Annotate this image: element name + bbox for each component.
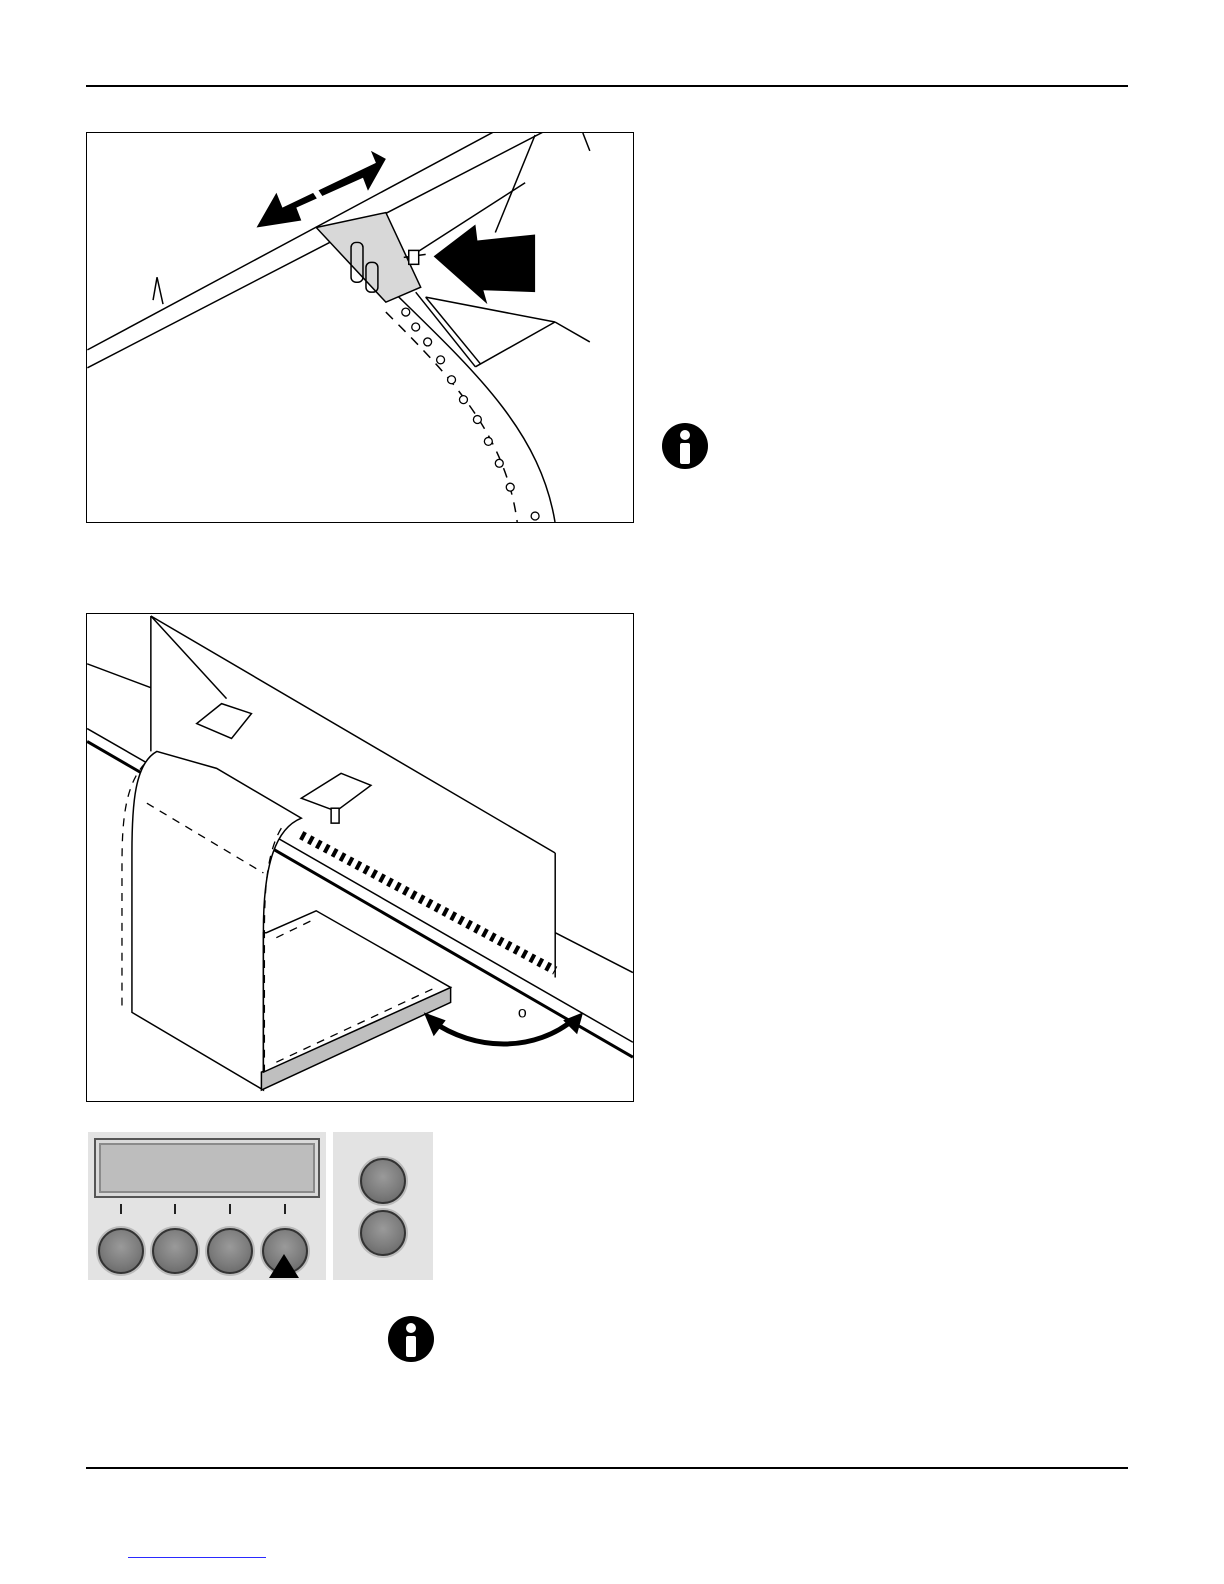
angle-label: o <box>517 1004 527 1022</box>
figure-tractor-adjust <box>86 132 634 523</box>
side-button-top[interactable] <box>360 1158 406 1204</box>
paper-stack-illustration <box>87 614 633 1101</box>
lcd-tick-3 <box>229 1204 231 1214</box>
function-button-3[interactable] <box>207 1228 253 1274</box>
operator-panel-side <box>333 1132 433 1280</box>
operator-panel <box>88 1132 326 1280</box>
lcd-tick-1 <box>120 1204 122 1214</box>
function-button-2[interactable] <box>152 1228 198 1274</box>
footer-link-underline[interactable] <box>128 1557 266 1558</box>
lcd-tick-2 <box>174 1204 176 1214</box>
lcd-tick-4 <box>284 1204 286 1214</box>
tractor-adjust-illustration <box>87 133 633 522</box>
lcd-display <box>94 1138 320 1198</box>
info-icon <box>661 422 709 470</box>
info-icon <box>387 1315 435 1363</box>
header-rule <box>86 85 1128 87</box>
footer-rule <box>86 1467 1128 1469</box>
up-arrow-icon <box>269 1254 299 1278</box>
figure-paper-stack <box>86 613 634 1102</box>
side-button-bottom[interactable] <box>360 1210 406 1256</box>
function-button-1[interactable] <box>98 1228 144 1274</box>
